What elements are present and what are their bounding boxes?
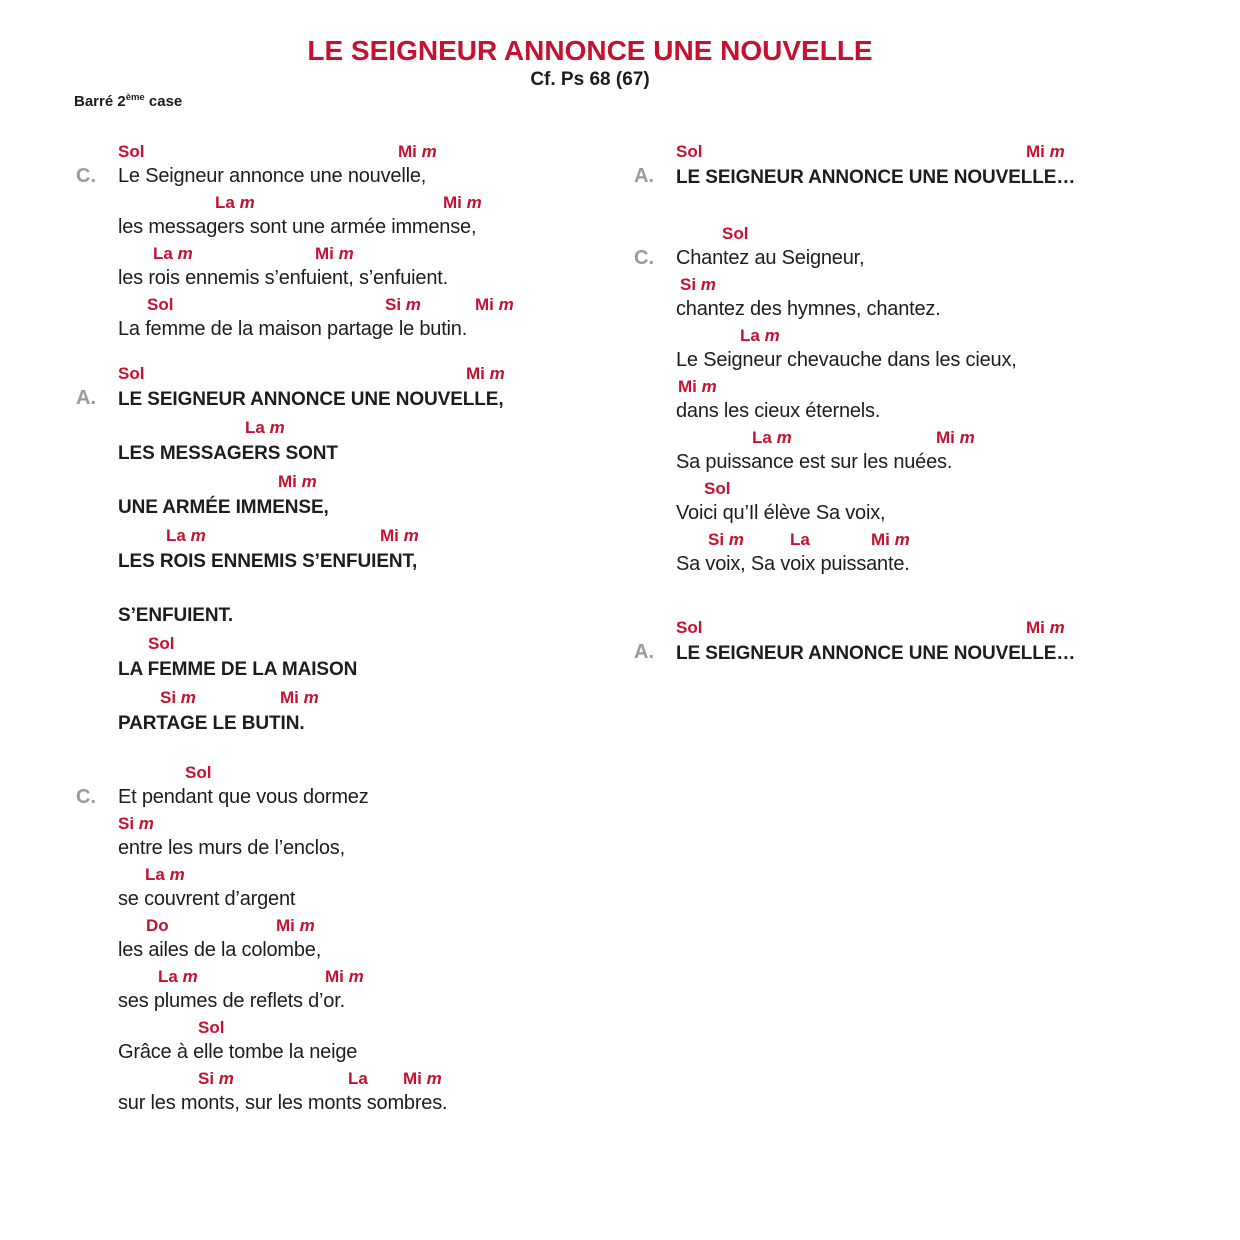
chord <box>118 139 144 165</box>
chord-line <box>118 1014 608 1040</box>
chord-root: La <box>166 526 186 545</box>
lyric-line: Le Seigneur annonce une nouvelle, <box>118 165 427 187</box>
chord-minor-suffix: m <box>214 1069 234 1088</box>
chord-root: Sol <box>185 763 212 782</box>
lyric-line: LES ROIS ENNEMIS S’ENFUIENT, <box>118 551 418 572</box>
verse-marker: A. <box>76 387 96 409</box>
chord-line <box>118 360 608 386</box>
chord <box>722 221 748 247</box>
chord-root: Mi <box>1026 142 1045 161</box>
chord-root: Si <box>680 275 697 294</box>
verse-marker: C. <box>634 247 654 269</box>
chord-root: Mi <box>276 916 295 935</box>
song-line <box>676 373 1186 424</box>
chord <box>680 272 716 298</box>
song-line <box>118 360 608 413</box>
chord-root: Mi <box>678 377 697 396</box>
verse-marker: C. <box>76 165 96 187</box>
chord-minor-suffix: m <box>333 244 354 263</box>
chord-root: Sol <box>148 634 175 653</box>
chord-root: Do <box>146 916 169 935</box>
lyric-line: ses plumes de reflets d’or. <box>118 990 345 1012</box>
chord-line <box>676 322 1186 348</box>
lyric-line: LES MESSAGERS SONT <box>118 443 338 464</box>
capo-note-superscript: ème <box>125 92 145 103</box>
chord-line <box>676 526 1186 552</box>
chord-minor-suffix: m <box>294 916 315 935</box>
chord-root: Mi <box>466 364 485 383</box>
song-line <box>676 220 1186 271</box>
chord <box>704 476 730 502</box>
chord-root: Sol <box>676 618 703 637</box>
song-line <box>118 1065 608 1116</box>
chord-line <box>118 468 608 494</box>
chord-root: Mi <box>280 688 299 707</box>
chord <box>315 241 354 267</box>
chord-line <box>676 220 1186 246</box>
chord-minor-suffix: m <box>1044 618 1065 637</box>
chord-root: Mi <box>475 295 494 314</box>
chord-minor-suffix: m <box>185 526 206 545</box>
chord <box>146 913 169 939</box>
stanza <box>634 138 1186 191</box>
chord-root: Sol <box>147 295 174 314</box>
chord-minor-suffix: m <box>759 326 780 345</box>
chord-line <box>118 240 608 266</box>
chord <box>145 862 185 888</box>
lyric-line: LA FEMME DE LA MAISON <box>118 659 358 680</box>
lyric-line: Voici qu’Il élève Sa voix, <box>676 502 886 524</box>
lyric-line: les ailes de la colombe, <box>118 939 322 961</box>
lyric-line: sur les monts, sur les monts sombres. <box>118 1092 448 1114</box>
stanza <box>76 360 608 737</box>
chord <box>160 685 196 711</box>
chord-minor-suffix: m <box>298 688 319 707</box>
chord <box>198 1015 224 1041</box>
lyric-line: La femme de la maison partage le butin. <box>118 318 468 340</box>
chord-root: La <box>153 244 173 263</box>
chord <box>280 685 319 711</box>
chord <box>278 469 317 495</box>
chord-line <box>118 810 608 836</box>
song-line <box>676 138 1186 191</box>
chord <box>118 361 144 387</box>
lyric-line: Et pendant que vous dormez <box>118 786 369 808</box>
song-line <box>676 526 1186 577</box>
song-line <box>118 522 608 575</box>
chord-minor-suffix: m <box>493 295 514 314</box>
chord-root: La <box>145 865 165 884</box>
chord-minor-suffix: m <box>954 428 975 447</box>
chord-line <box>118 291 608 317</box>
chord <box>158 964 198 990</box>
song-line <box>118 576 608 629</box>
chord-minor-suffix: m <box>296 472 317 491</box>
chord-minor-suffix: m <box>398 526 419 545</box>
chord-root: Sol <box>676 142 703 161</box>
chord <box>348 1066 368 1092</box>
song-line <box>118 1014 608 1065</box>
chord-root: Si <box>385 295 402 314</box>
song-line <box>676 614 1186 667</box>
chord-line <box>676 475 1186 501</box>
chord-minor-suffix: m <box>771 428 792 447</box>
chord <box>166 523 206 549</box>
song-line <box>118 912 608 963</box>
chord-line <box>118 861 608 887</box>
chord <box>385 292 421 318</box>
stanza <box>634 220 1186 577</box>
chord <box>676 615 702 641</box>
chord-minor-suffix: m <box>134 814 154 833</box>
song-line <box>118 810 608 861</box>
chord-root: Sol <box>198 1018 225 1037</box>
chord-root: Mi <box>278 472 297 491</box>
verse-marker: A. <box>634 641 654 663</box>
chord-minor-suffix: m <box>724 530 744 549</box>
column-left <box>76 138 608 1116</box>
chord-line <box>118 684 608 710</box>
chord-minor-suffix: m <box>696 377 717 396</box>
lyric-line: entre les murs de l’enclos, <box>118 837 345 859</box>
chord-minor-suffix: m <box>484 364 505 383</box>
song-line <box>118 630 608 683</box>
capo-note-text: Barré 2 <box>74 93 126 110</box>
stanza <box>76 759 608 1116</box>
lyric-line: chantez des hymnes, chantez. <box>676 298 941 320</box>
chord <box>740 323 780 349</box>
chord <box>752 425 792 451</box>
column-right <box>634 138 1186 668</box>
song-line <box>676 475 1186 526</box>
chord-root: Si <box>198 1069 215 1088</box>
chord-minor-suffix: m <box>343 967 364 986</box>
song-line <box>676 424 1186 475</box>
lyric-line: PARTAGE LE BUTIN. <box>118 713 305 734</box>
song-line <box>676 322 1186 373</box>
chord-root: La <box>245 418 265 437</box>
chord <box>475 292 514 318</box>
stanza <box>76 138 608 342</box>
chord-root: La <box>790 530 810 549</box>
chord <box>276 913 315 939</box>
chord-minor-suffix: m <box>164 865 185 884</box>
song-line <box>676 271 1186 322</box>
chord <box>147 292 173 318</box>
chord-root: La <box>348 1069 368 1088</box>
chord <box>676 139 702 165</box>
chord <box>215 190 255 216</box>
chord <box>153 241 193 267</box>
chord-line <box>118 576 608 602</box>
lyric-line: les messagers sont une armée immense, <box>118 216 477 238</box>
lyric-line: Grâce à elle tombe la neige <box>118 1041 358 1063</box>
chord-minor-suffix: m <box>234 193 255 212</box>
chord-root: Mi <box>871 530 890 549</box>
chord-root: Mi <box>315 244 334 263</box>
chord-root: La <box>752 428 772 447</box>
capo-note <box>74 94 182 110</box>
lyric-line: UNE ARMÉE IMMENSE, <box>118 497 329 518</box>
chord-root: Si <box>708 530 725 549</box>
chord <box>708 527 744 553</box>
chord-line <box>118 1065 608 1091</box>
lyric-line: LE SEIGNEUR ANNONCE UNE NOUVELLE… <box>676 643 1076 664</box>
chord <box>403 1066 442 1092</box>
chord-line <box>118 963 608 989</box>
chord-root: Sol <box>704 479 731 498</box>
chord-line <box>676 424 1186 450</box>
chord-root: La <box>215 193 235 212</box>
chord <box>1026 139 1065 165</box>
chord <box>398 139 437 165</box>
chord-line <box>118 759 608 785</box>
chord-line <box>676 614 1186 640</box>
lyric-line: Sa puissance est sur les nuées. <box>676 451 953 473</box>
chord <box>466 361 505 387</box>
song-line <box>118 684 608 737</box>
song-title: LE SEIGNEUR ANNONCE UNE NOUVELLE <box>307 35 873 66</box>
chord-root: Si <box>118 814 135 833</box>
chord <box>380 523 419 549</box>
lyric-line: Sa voix, Sa voix puissante. <box>676 553 910 575</box>
song-line <box>118 240 608 291</box>
chord-minor-suffix: m <box>461 193 482 212</box>
chord-line <box>118 414 608 440</box>
chord <box>185 760 211 786</box>
chord-root: Mi <box>403 1069 422 1088</box>
chord-root: Mi <box>380 526 399 545</box>
chord-line <box>118 138 608 164</box>
song-line <box>118 468 608 521</box>
song-header <box>0 36 1180 91</box>
lyric-line: LE SEIGNEUR ANNONCE UNE NOUVELLE… <box>676 167 1076 188</box>
chord <box>790 527 810 553</box>
stanza <box>634 614 1186 667</box>
lyric-line: LE SEIGNEUR ANNONCE UNE NOUVELLE, <box>118 389 504 410</box>
verse-marker: A. <box>634 165 654 187</box>
chord <box>443 190 482 216</box>
chord-minor-suffix: m <box>176 688 196 707</box>
song-line <box>118 291 608 342</box>
song-line <box>118 861 608 912</box>
chord <box>148 631 174 657</box>
chord-minor-suffix: m <box>177 967 198 986</box>
chord <box>678 374 717 400</box>
lyric-line: les rois ennemis s’enfuient, s’enfuient. <box>118 267 448 289</box>
chord-root: Mi <box>1026 618 1045 637</box>
verse-marker: C. <box>76 786 96 808</box>
song-line <box>118 963 608 1014</box>
lyric-line: S’ENFUIENT. <box>118 605 234 626</box>
chord-minor-suffix: m <box>1044 142 1065 161</box>
lyric-line: Le Seigneur chevauche dans les cieux, <box>676 349 1017 371</box>
chord-root: La <box>740 326 760 345</box>
lyric-line: Chantez au Seigneur, <box>676 247 865 269</box>
lyric-line: se couvrent d’argent <box>118 888 296 910</box>
psalm-reference: Cf. Ps 68 (67) <box>530 69 650 90</box>
chord-minor-suffix: m <box>889 530 910 549</box>
chord-root: Mi <box>936 428 955 447</box>
song-line <box>118 414 608 467</box>
chord <box>1026 615 1065 641</box>
chord <box>871 527 910 553</box>
chord <box>325 964 364 990</box>
chord-minor-suffix: m <box>401 295 421 314</box>
chord-line <box>676 373 1186 399</box>
chord-root: Sol <box>722 224 749 243</box>
chord-root: Mi <box>325 967 344 986</box>
chord-root: Mi <box>443 193 462 212</box>
chord <box>118 811 154 837</box>
chord-line <box>676 138 1186 164</box>
chord-root: La <box>158 967 178 986</box>
chord-root: Si <box>160 688 177 707</box>
lyric-line: dans les cieux éternels. <box>676 400 881 422</box>
chord-root: Sol <box>118 142 145 161</box>
chord-minor-suffix: m <box>416 142 437 161</box>
chord <box>198 1066 234 1092</box>
capo-note-text-end: case <box>144 93 183 110</box>
chord-line <box>118 630 608 656</box>
chord-line <box>676 271 1186 297</box>
chord-line <box>118 522 608 548</box>
chord <box>936 425 975 451</box>
chord-root: Mi <box>398 142 417 161</box>
song-line <box>118 189 608 240</box>
chord-minor-suffix: m <box>172 244 193 263</box>
chord-minor-suffix: m <box>421 1069 442 1088</box>
song-line <box>118 759 608 810</box>
chord-root: Sol <box>118 364 145 383</box>
chord-line <box>118 912 608 938</box>
chord-minor-suffix: m <box>264 418 285 437</box>
chord <box>245 415 285 441</box>
chord-line <box>118 189 608 215</box>
song-line <box>118 138 608 189</box>
chord-minor-suffix: m <box>696 275 716 294</box>
